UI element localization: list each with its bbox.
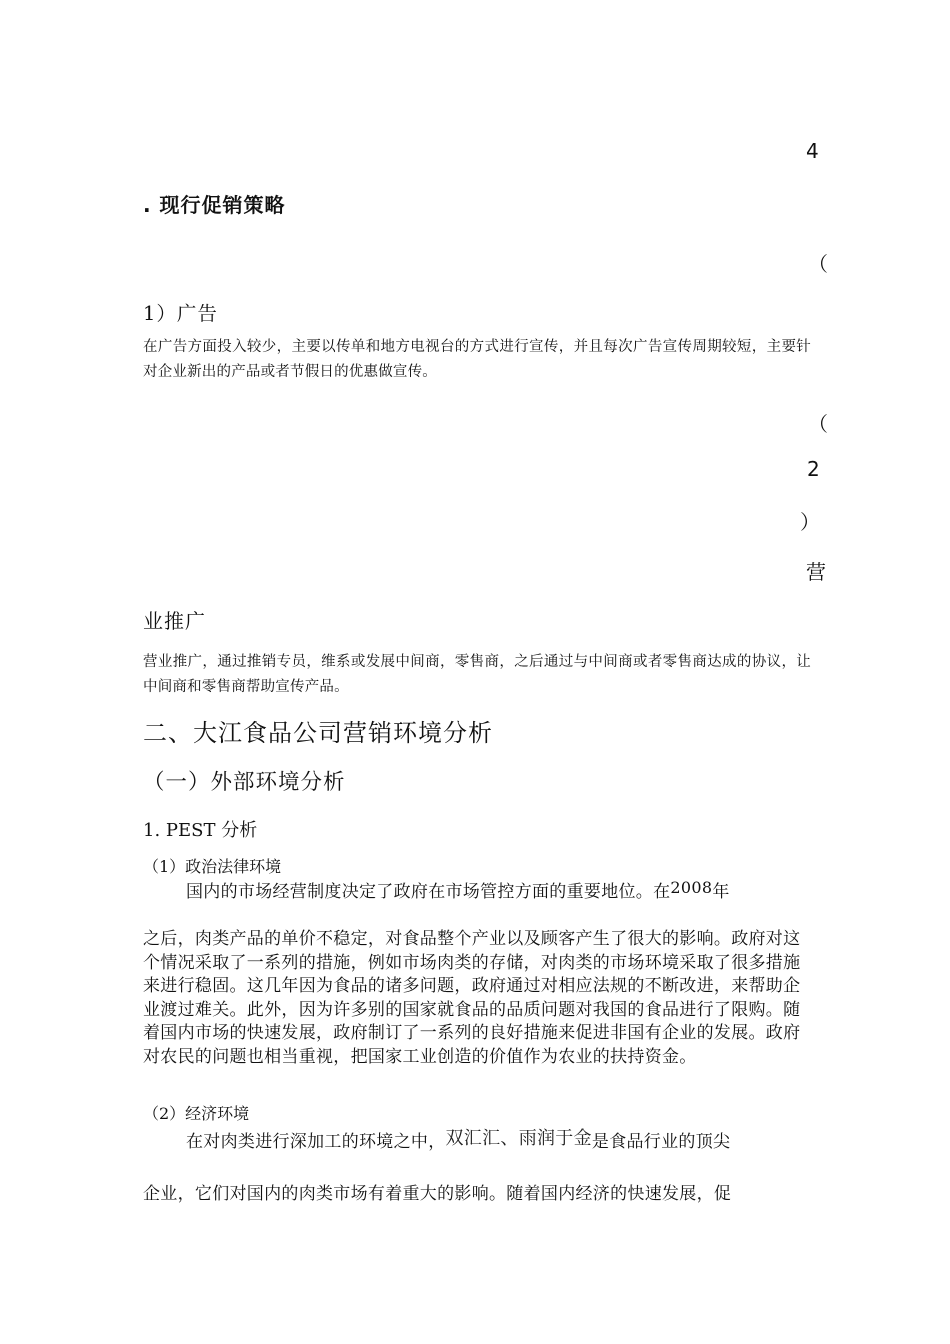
open-paren-1: （ — [808, 252, 828, 276]
section-heading: （一）外部环境分析 — [143, 770, 346, 795]
item-2-number: 2 — [807, 457, 820, 481]
political-line-1-text: 国内的市场经营制度决定了政府在市场管控方面的重要地位。在 — [186, 882, 671, 902]
item-1-paragraph: 在广告方面投入较少，主要以传单和地方电视台的方式进行宣传，并且每次广告宣传周期较短，主要针对企业新出的产品或者节假日的优惠做宣传。 — [143, 339, 811, 380]
political-paragraph: 之后，肉类产品的单价不稳定，对食品整个产业以及顾客产生了很大的影响。政府对这个情况采取了一系列的措施，例如市场肉类的存储，对肉类的市场环境采取了很多措施来进行稳固。这几年因为食品的诸多问题，政府通过对相应法规的不断改进，来帮助企业渡过难关。此外，因为许多别的国家就食品的品质问题对我国的食品进行了限购。随着国内市场的快速发展，政府制订了一系列的良好措施来促进非国有企业的发展。政府对农民的问题也相当重视，把国家工业创造的价值作为农业的扶持资金。 — [143, 929, 801, 1067]
economic-line-1-text: 在对肉类进行深加工的环境之中， — [186, 1132, 446, 1152]
economic-line-2: 企业，它们对国内的肉类市场有着重大的影响。随着国内经济的快速发展，促 — [143, 1184, 732, 1204]
close-paren-2: ） — [800, 510, 820, 534]
chapter-title: 二、大江食品公司营销环境分析 — [143, 719, 493, 747]
open-paren-2: （ — [808, 412, 828, 436]
political-line-1 — [186, 877, 730, 902]
item-1-heading: 1）广告 — [143, 302, 218, 325]
item-2-first-char: 营 — [806, 560, 826, 584]
year-suffix: 年 — [712, 882, 730, 902]
section-title: . 现行促销策略 — [143, 193, 286, 217]
economic-line-1 — [186, 1127, 730, 1153]
political-heading: （1）政治法律环境 — [143, 857, 282, 876]
economic-heading: （2）经济环境 — [143, 1104, 250, 1123]
item-2-heading-rest: 业推广 — [143, 609, 206, 633]
economic-line-1-end: 是食品行业的顶尖 — [591, 1132, 731, 1152]
subsection-heading: 1. PEST 分析 — [143, 820, 258, 841]
year-number: 2008 — [670, 878, 713, 897]
brand-names: 双汇汇、雨润于金 — [445, 1128, 592, 1149]
section-number: 4 — [806, 139, 819, 163]
item-2-paragraph: 营业推广，通过推销专员，维系或发展中间商，零售商，之后通过与中间商或者零售商达成的协议，让中间商和零售商帮助宣传产品。 — [143, 654, 811, 695]
